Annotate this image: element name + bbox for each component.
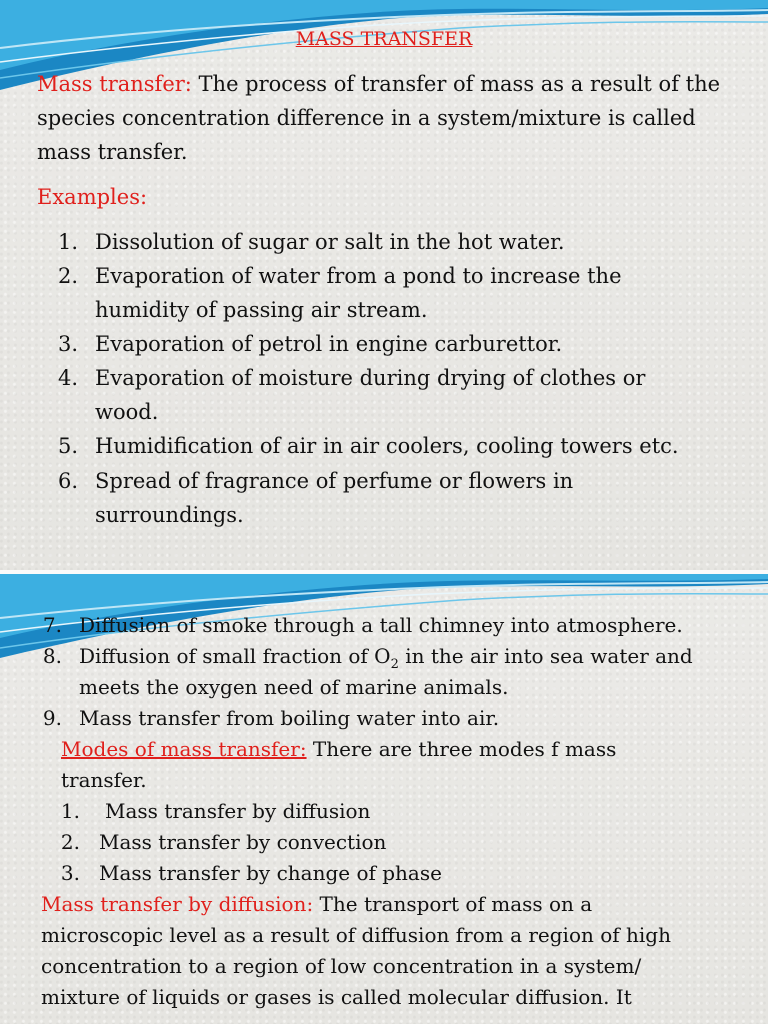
list-item-text: Diffusion of smoke through a tall chimney into atmosphere. <box>79 613 683 637</box>
list-item-text: Dissolution of sugar or salt in the hot water. <box>95 230 565 254</box>
list-item-number: 2. <box>60 830 80 854</box>
list-item-text: Mass transfer by convection <box>99 830 387 854</box>
examples-heading: Examples: <box>37 185 148 209</box>
definition-line-3: mass transfer. <box>37 140 188 164</box>
list-item-text-part: Diffusion of small fraction of O <box>79 644 391 668</box>
list-item-text: Mass transfer from boiling water into air. <box>79 706 500 730</box>
diffusion-paragraph-line-3: concentration to a region of low concentration in a system/ <box>41 954 642 978</box>
list-item-text: Evaporation of petrol in engine carburettor. <box>95 332 563 356</box>
list-item-text: surroundings. <box>95 503 244 527</box>
list-item-text: humidity of passing air stream. <box>95 298 428 322</box>
modes-paragraph-line-1 <box>61 734 616 765</box>
list-item-text: Evaporation of moisture during drying of clothes or <box>95 366 646 390</box>
list-item-number: 7. <box>42 613 62 637</box>
list-item-text: Mass transfer by diffusion <box>105 799 371 823</box>
list-item-text-part: in the air into sea water and <box>398 644 693 668</box>
modes-term: Modes of mass transfer: <box>61 737 307 761</box>
list-item-number: 9. <box>42 706 62 730</box>
page-title: MASS TRANSFER <box>295 28 473 50</box>
list-item-text: Humidification of air in air coolers, cooling towers etc. <box>95 434 679 458</box>
list-item-number: 3. <box>57 332 78 356</box>
slide-2 <box>0 574 768 1024</box>
list-item-text: wood. <box>95 400 159 424</box>
diffusion-term: Mass transfer by diffusion: <box>41 892 314 916</box>
list-item-number: 1. <box>57 230 78 254</box>
diffusion-paragraph-line-2: microscopic level as a result of diffusion from a region of high <box>41 923 671 947</box>
subscript: 2 <box>390 657 399 672</box>
list-item-number: 1. <box>60 799 80 823</box>
diffusion-paragraph-line-1 <box>41 889 592 920</box>
modes-paragraph-line-2: transfer. <box>61 768 147 792</box>
list-item-number: 3. <box>60 861 80 885</box>
list-item-number: 2. <box>57 264 78 288</box>
list-item-number: 4. <box>57 366 78 390</box>
list-item-text: Evaporation of water from a pond to increase the <box>95 264 622 288</box>
list-item-number: 6. <box>57 469 78 493</box>
list-item-number: 5. <box>57 434 78 458</box>
list-item-text: meets the oxygen need of marine animals. <box>79 675 509 699</box>
list-item-text <box>79 641 693 672</box>
definition-line-2: species concentration difference in a system/mixture is called <box>37 106 696 130</box>
list-item-number: 8. <box>42 644 62 668</box>
definition-line-1 <box>37 67 720 101</box>
list-item-text: Spread of fragrance of perfume or flowers in <box>95 469 574 493</box>
diffusion-text: The transport of mass on a <box>313 892 593 916</box>
list-item-text: Mass transfer by change of phase <box>99 861 442 885</box>
diffusion-paragraph-line-4: mixture of liquids or gases is called molecular diffusion. It <box>41 985 632 1009</box>
modes-text: There are three modes f mass <box>306 737 617 761</box>
definition-term: Mass transfer: <box>37 72 192 96</box>
definition-text-1: The process of transfer of mass as a result of the <box>191 72 721 96</box>
